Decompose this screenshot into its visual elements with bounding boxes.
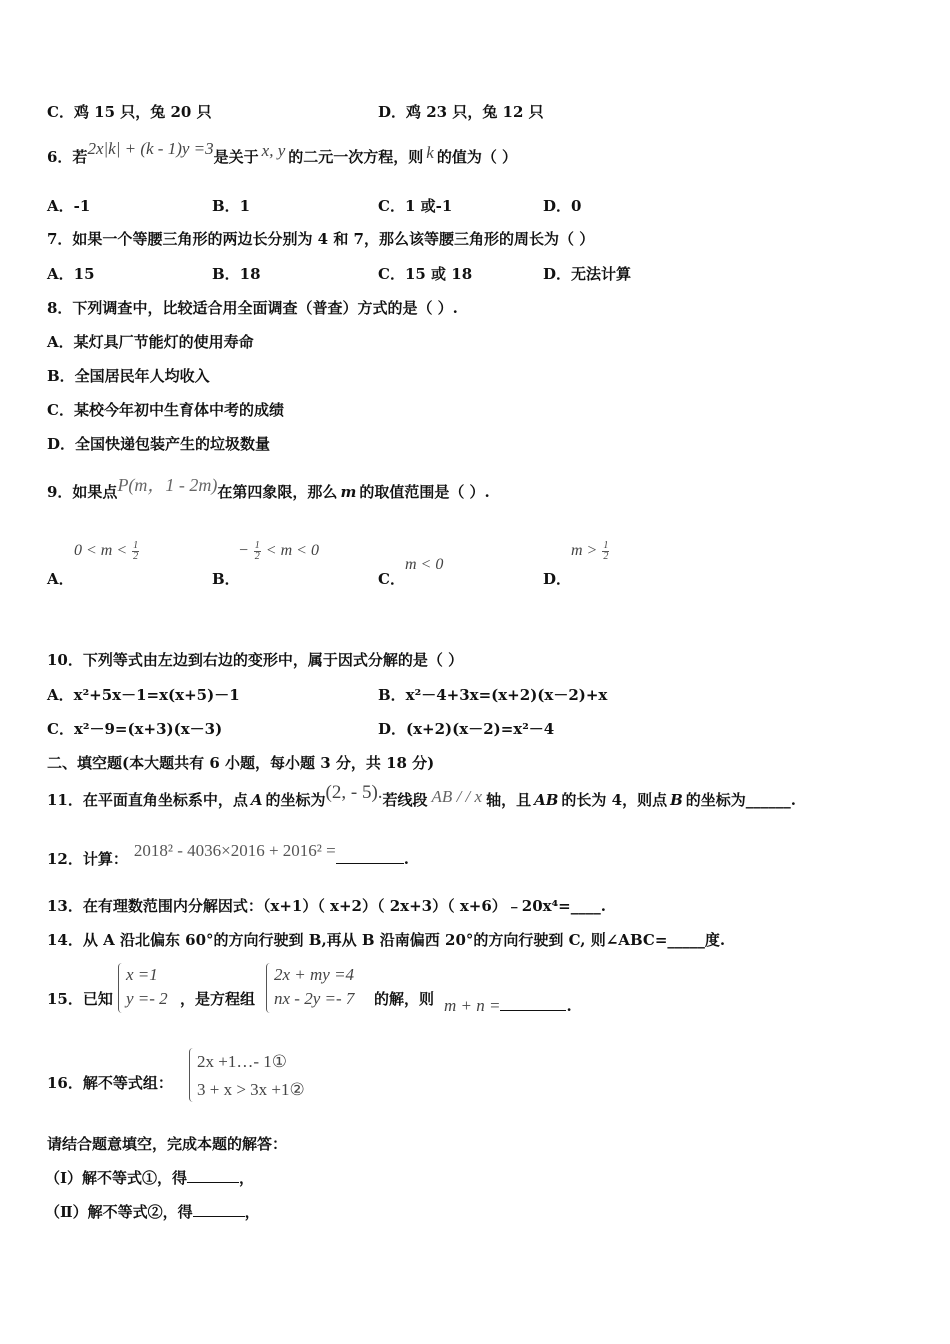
q6-num: 6．若 — [47, 148, 88, 166]
q6-tail2: 的值为（ ） — [436, 148, 518, 166]
q6-equation: 2x|k| + (k - 1)y =3 — [87, 139, 214, 158]
q16-part-1-blank[interactable] — [187, 1168, 239, 1183]
q5-option-c: C．鸡 15 只，兔 20 只 — [47, 103, 212, 121]
q16-system — [189, 1048, 305, 1104]
question-14-stem: 14．从 A 沿北偏东 60°的方向行驶到 B,再从 B 沿南偏西 20°的方向行驶到 C, 则∠ABC=_____度. — [47, 931, 726, 949]
q9-option-b-label: B． — [212, 570, 240, 588]
q7-option-b: B．18 — [212, 265, 261, 283]
q9-a-left: 0 < m < — [74, 542, 128, 560]
q9-num: 9．如果点 — [47, 483, 118, 501]
q11-t2: 若线段 — [382, 791, 428, 809]
q11-t3: 轴，且 — [486, 791, 532, 809]
q10-option-b: B．x²－4+3x=(x+2)(x－2)+x — [378, 686, 608, 704]
q11-t4: 的长为 4，则点 — [561, 791, 668, 809]
q11-seg: AB / / x — [431, 787, 483, 806]
q16-part-1-tail: ， — [239, 1169, 255, 1187]
question-13-stem: 13．在有理数范围内分解因式：（x+1）（ x+2）（ 2x+3）（ x+6）﹣20x⁴=____. — [47, 897, 606, 915]
q16-row1: 2x +1…- 1① — [197, 1052, 287, 1071]
q16-part-2-tail: ， — [244, 1203, 260, 1221]
q16-part-2-blank[interactable] — [193, 1202, 245, 1217]
q9-option-d-expr — [571, 541, 610, 562]
q8-option-d: D．全国快递包装产生的垃圾数量 — [47, 435, 271, 453]
q15-mn-line — [444, 996, 572, 1016]
q9-option-b-expr — [238, 541, 319, 562]
q15-s2-row2: nx - 2y =- 7 — [274, 989, 355, 1008]
q12-expr: 2018² - 4036×2016 + 2016² = — [133, 841, 336, 860]
q11-t1: 的坐标为 — [265, 791, 326, 809]
q15-s2-row1: 2x + my =4 — [274, 965, 355, 984]
q15-mn: m + n = — [444, 996, 501, 1015]
question-12-stem — [47, 841, 409, 869]
q16-part-2 — [45, 1202, 260, 1222]
q11-A: A — [250, 791, 263, 809]
q9-option-c-label: C． — [378, 570, 405, 588]
q10-option-a: A．x²+5x－1=x(x+5)－1 — [47, 686, 240, 704]
q15-s1-row2: y =- 2 — [126, 989, 168, 1008]
q11-t5: 的坐标为______. — [685, 791, 796, 809]
q6-k: k — [426, 143, 434, 162]
q9-b-left: − — [238, 542, 249, 560]
q11-num: 11．在平面直角坐标系中，点 — [47, 791, 248, 809]
q9-point: P(m，1 - 2m) — [117, 475, 218, 495]
q15-mid: ，是方程组 — [180, 990, 256, 1008]
q9-option-a-expr — [74, 541, 140, 562]
q15-num: 15．已知 — [47, 990, 113, 1008]
q16-part-1 — [45, 1168, 254, 1188]
q16-prompt: 请结合题意填空，完成本题的解答： — [47, 1135, 288, 1153]
q9-option-a-label: A． — [47, 570, 74, 588]
q9-d-left: m > — [571, 542, 598, 560]
q8-option-a: A．某灯具厂节能灯的使用寿命 — [47, 333, 254, 351]
q9-d-half: $\frac{1}{2}$ — [603, 540, 609, 562]
q7-option-d: D．无法计算 — [543, 265, 632, 283]
q15-brace-2 — [266, 963, 273, 1013]
q16-part-1-text: （Ⅰ）解不等式①，得 — [45, 1169, 188, 1187]
question-9-stem — [47, 475, 490, 502]
q11-B: B — [670, 791, 683, 809]
question-6-stem — [47, 139, 518, 167]
q9-a-half: $\frac{1}{2}$ — [133, 540, 139, 562]
q12-num: 12．计算： — [47, 850, 128, 868]
q7-option-a: A．15 — [47, 265, 95, 283]
q10-option-c: C．x²－9=(x+3)(x－3) — [47, 720, 223, 738]
q7-option-c: C．15 或 18 — [378, 265, 473, 283]
q10-option-d: D．(x+2)(x－2)=x²－4 — [378, 720, 555, 738]
q15-brace-1 — [118, 963, 125, 1013]
q6-option-d: D．0 — [543, 197, 582, 215]
q15-t2: 的解，则 — [374, 990, 435, 1008]
q11-coord: (2, - 5). — [325, 782, 383, 803]
question-7-stem: 7．如果一个等腰三角形的两边长分别为 4 和 7，那么该等腰三角形的周长为（ ） — [47, 230, 595, 248]
q6-vars: x, y — [261, 141, 286, 160]
section-2-heading: 二、填空题(本大题共有 6 小题，每小题 3 分，共 18 分) — [47, 754, 435, 772]
q9-tail2: 的取值范围是（ ）. — [359, 483, 490, 501]
q16-num: 16．解不等式组： — [47, 1074, 173, 1092]
q6-mid: 是关于 — [213, 148, 259, 166]
q6-option-c: C．1 或-1 — [378, 197, 453, 215]
q11-AB: AB — [534, 791, 559, 809]
q16-row2: 3 + x > 3x +1② — [197, 1080, 305, 1099]
q8-option-b: B．全国居民年人均收入 — [47, 367, 210, 385]
q15-tail: . — [566, 997, 572, 1015]
q6-tail1: 的二元一次方程，则 — [288, 148, 424, 166]
q9-m: m — [340, 483, 357, 501]
question-11-stem — [47, 782, 796, 810]
q15-answer-blank[interactable] — [500, 1002, 566, 1011]
q9-b-right: < m < 0 — [265, 542, 319, 560]
q8-option-c: C．某校今年初中生育体中考的成绩 — [47, 401, 284, 419]
q9-option-d-label: D． — [543, 570, 572, 588]
q15-system-2 — [266, 963, 354, 1011]
question-8-stem: 8．下列调查中，比较适合用全面调查（普查）方式的是（ ）. — [47, 299, 458, 317]
q15-system-1 — [118, 963, 168, 1011]
q9-tail: 在第四象限，那么 — [217, 483, 338, 501]
q9-option-c-expr: m < 0 — [405, 556, 444, 573]
q12-tail: . — [403, 850, 409, 868]
q6-option-b: B．1 — [212, 197, 251, 215]
q16-part-2-text: （Ⅱ）解不等式②，得 — [45, 1203, 193, 1221]
q12-answer-blank[interactable] — [336, 849, 404, 864]
q6-option-a: A．-1 — [47, 197, 91, 215]
q5-option-d: D．鸡 23 只，兔 12 只 — [378, 103, 544, 121]
q16-brace — [189, 1048, 196, 1102]
q9-b-half: $\frac{1}{2}$ — [254, 540, 260, 562]
q15-s1-row1: x =1 — [126, 965, 158, 984]
question-10-stem: 10．下列等式由左边到右边的变形中，属于因式分解的是（ ） — [47, 651, 464, 669]
